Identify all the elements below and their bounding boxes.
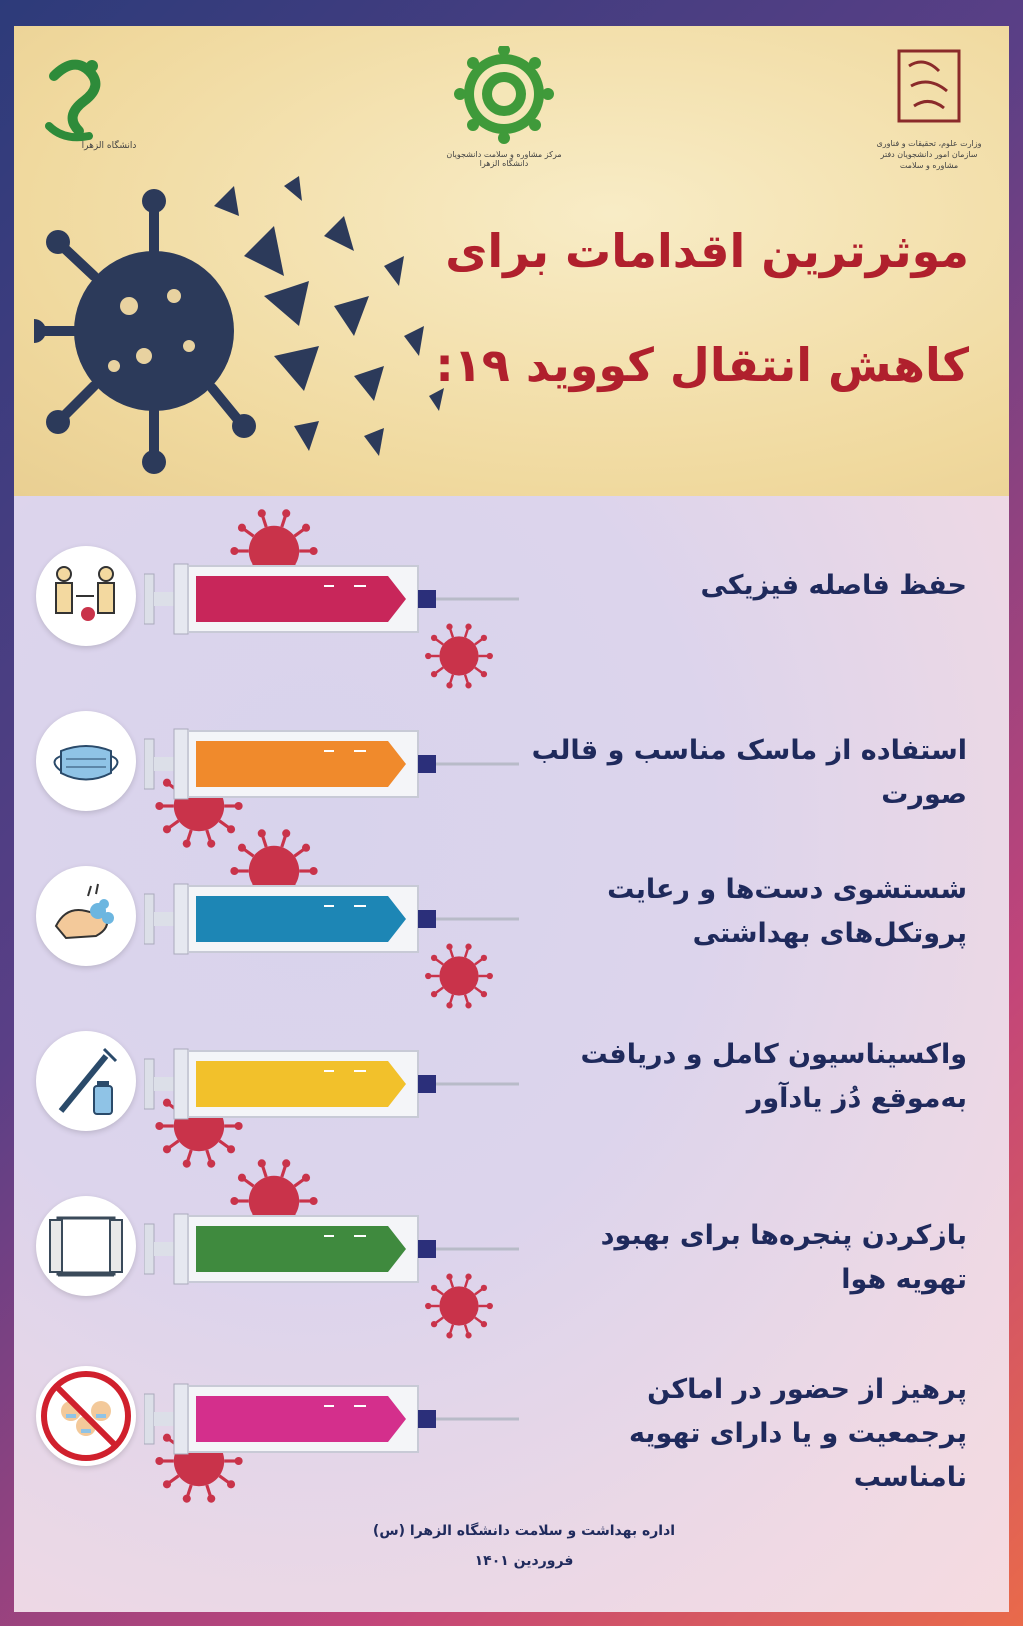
ministry-logo xyxy=(869,46,989,186)
measure-text: پرهیز از حضور در اماکن پرجمعیت و یا دارای تهویه نامناسب xyxy=(628,1374,967,1493)
face-mask-icon xyxy=(36,711,136,811)
footer xyxy=(344,1516,704,1576)
footer-line-1: اداره بهداشت و سلامت دانشگاه الزهرا (س) xyxy=(372,1523,676,1539)
footer-line-2: فروردین ۱۴۰۱ xyxy=(474,1553,574,1569)
measure-text: شستشوی دست‌ها و رعایت پروتکل‌های بهداشتی xyxy=(607,874,967,949)
measure-row xyxy=(14,1011,1009,1151)
shattering-virus-illustration xyxy=(34,166,454,496)
syringe-graphic xyxy=(144,544,524,644)
counseling-center-logo xyxy=(444,46,564,186)
social-distance-icon xyxy=(36,546,136,646)
infographic-poster xyxy=(14,26,1009,1612)
title-line-2: کاهش انتقال کووید ۱۹: xyxy=(435,338,969,392)
measure-row xyxy=(14,691,1009,831)
syringe-graphic xyxy=(144,709,524,809)
measure-row xyxy=(14,1176,1009,1316)
hand-wash-icon xyxy=(36,866,136,966)
measure-text: بازکردن پنجره‌ها برای بهبود تهویه هوا xyxy=(600,1220,967,1295)
open-window-icon xyxy=(36,1196,136,1296)
measure-row xyxy=(14,526,1009,666)
measure-text: واکسیناسیون کامل و دریافت به‌موقع دُز یادآور xyxy=(580,1039,967,1114)
measure-text: استفاده از ماسک مناسب و قالب صورت xyxy=(531,735,967,810)
center-logo-caption: مرکز مشاوره و سلامت دانشجویان دانشگاه الزهرا xyxy=(446,150,562,168)
vaccine-icon xyxy=(36,1031,136,1131)
left-logo-caption: دانشگاه الزهرا xyxy=(81,141,137,151)
measure-row xyxy=(14,846,1009,986)
measure-text: حفظ فاصله فیزیکی xyxy=(700,570,967,601)
syringe-graphic xyxy=(144,1194,524,1294)
alzahra-university-logo xyxy=(34,46,144,156)
title-line-1: موثرترین اقدامات برای xyxy=(445,224,969,278)
syringe-graphic xyxy=(144,1364,524,1464)
right-logo-caption: وزارت علوم، تحقیقات و فناوری سازمان امور دانشجویان دفتر مشاوره و سلامت xyxy=(876,139,982,170)
no-crowd-icon xyxy=(36,1366,136,1466)
measure-row xyxy=(14,1346,1009,1493)
syringe-graphic xyxy=(144,1029,524,1129)
syringe-graphic xyxy=(144,864,524,964)
